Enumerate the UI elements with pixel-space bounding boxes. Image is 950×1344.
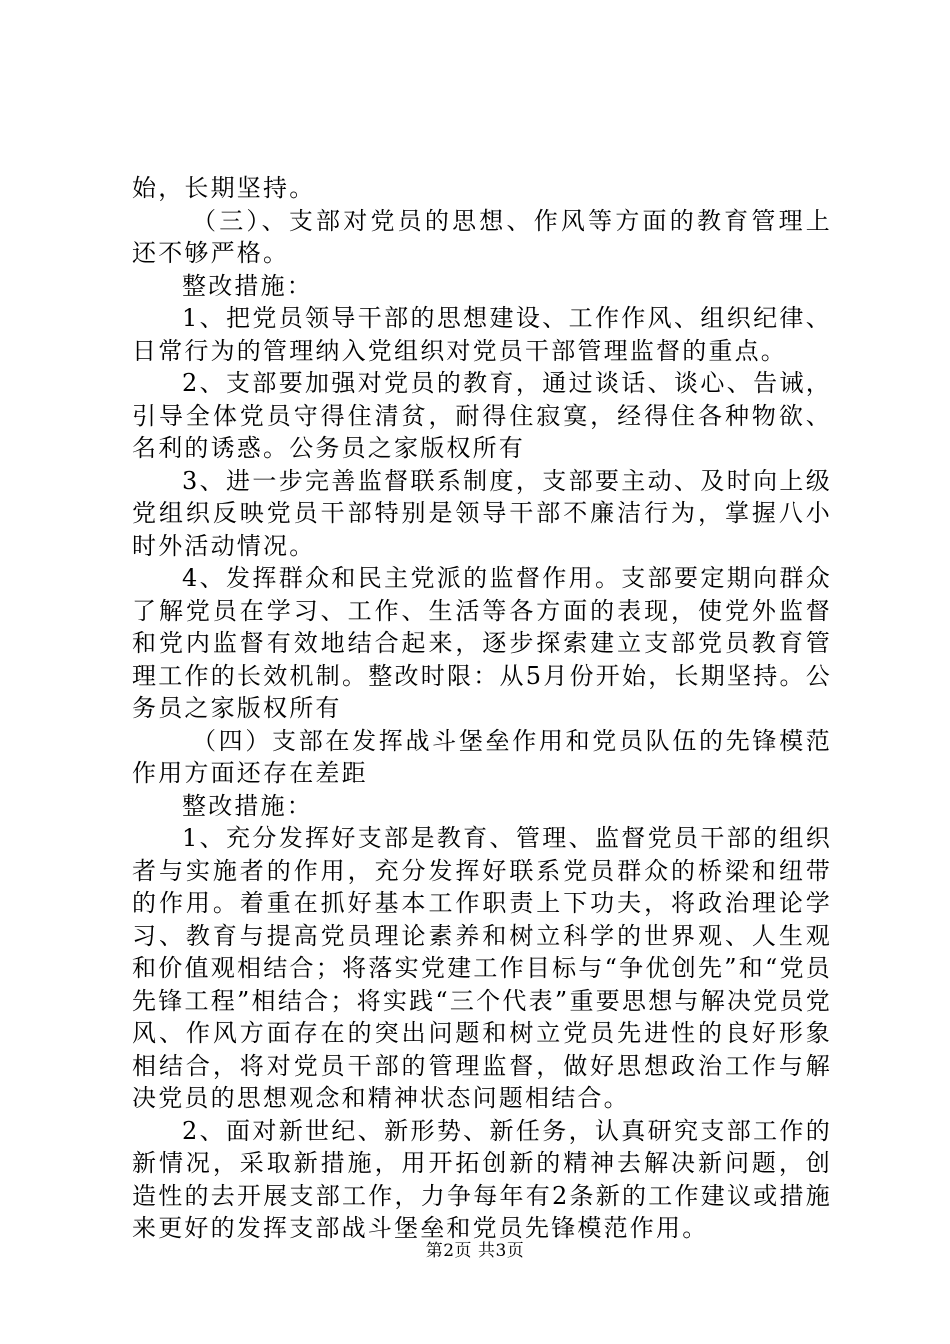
measure-item: 3、进一步完善监督联系制度，支部要主动、及时向上级党组织反映党员干部特别是领导干部不廉洁行为，掌握八小时外活动情况。 (132, 466, 832, 560)
section-heading-4: （四）支部在发挥战斗堡垒作用和党员队伍的先锋模范作用方面还存在差距 (132, 726, 832, 787)
measures-heading: 整改措施： (182, 271, 313, 300)
paragraph-continuation: 始，长期坚持。 (132, 174, 316, 202)
measure-item: 4、发挥群众和民主党派的监督作用。支部要定期向群众了解党员在学习、工作、生活等各方面的表现，使党外监督和党内监督有效地结合起来，逐步探索建立支部党员教育管理工作的长效机制。整改时限：从5月份开始，长期坚持。公务员之家版权所有 (132, 564, 832, 722)
document-body (132, 172, 832, 1245)
measure-item: 2、面对新世纪、新形势、新任务，认真研究支部工作的新情况，采取新措施，用开拓创新的精神去解决新问题，创造性的去开展支部工作，力争每年有2条新的工作建议或措施来更好的发挥支部战斗堡垒和党员先锋模范作用。 (132, 1116, 832, 1242)
section-heading-3: （三）、支部对党员的思想、作风等方面的教育管理上还不够严格。 (132, 206, 832, 267)
measures-heading: 整改措施： (182, 791, 313, 820)
measure-item: 1、把党员领导干部的思想建设、工作作风、组织纪律、日常行为的管理纳入党组织对党员干部管理监督的重点。 (132, 304, 832, 365)
page-number-footer: 第2页 共3页 (425, 1241, 525, 1261)
measure-item: 2、支部要加强对党员的教育，通过谈话、谈心、告诫，引导全体党员守得住清贫，耐得住寂寞，经得住各种物欲、名利的诱惑。公务员之家版权所有 (132, 369, 832, 462)
measure-item: 1、充分发挥好支部是教育、管理、监督党员干部的组织者与实施者的作用，充分发挥好联系党员群众的桥梁和纽带的作用。着重在抓好基本工作职责上下功夫，将政治理论学习、教育与提高党员理论素养和树立科学的世界观、人生观和价值观相结合；将落实党建工作目标与“争优创先”和“党员先锋工程”相结合；将实践“三个代表”重要思想与解决党员党风、作风方面存在的突出问题和树立党员先进性的良好形象相结合，将对党员干部的管理监督，做好思想政治工作与解决党员的思想观念和精神状态问题相结合。 (132, 824, 832, 1112)
